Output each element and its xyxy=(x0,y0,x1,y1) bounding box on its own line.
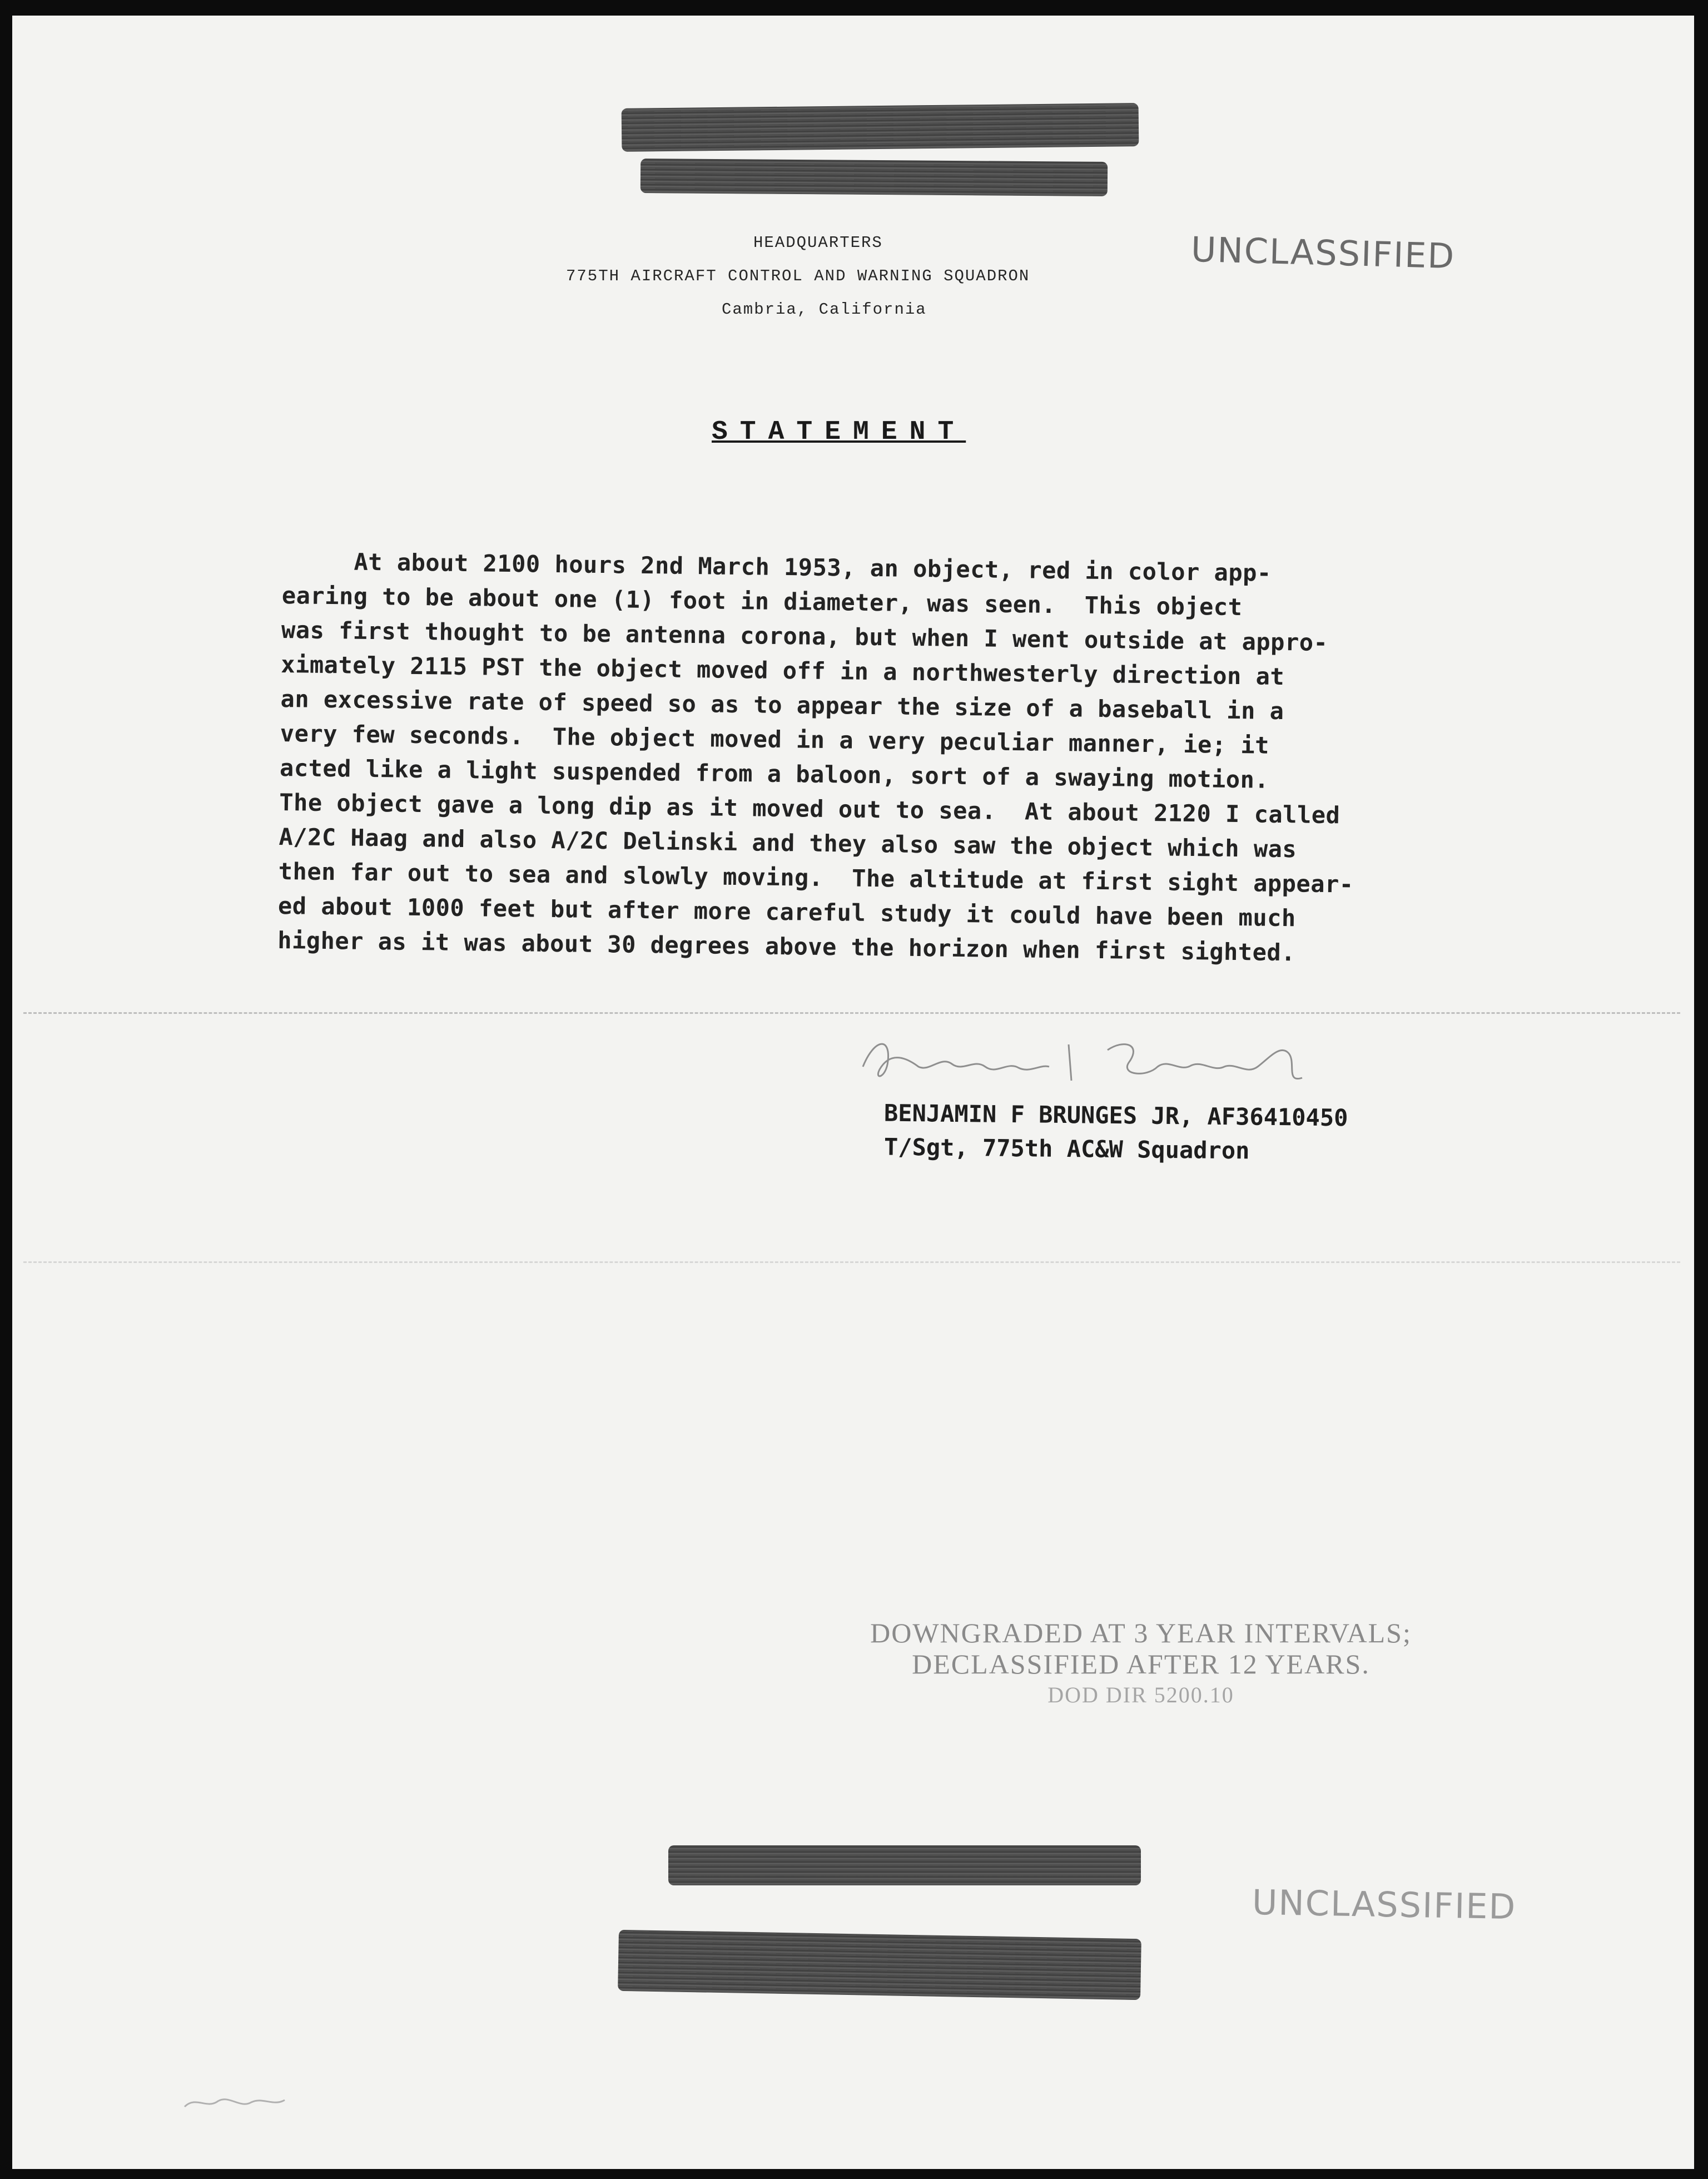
redaction-bar-bottom-1 xyxy=(668,1845,1141,1885)
body-line: At about 2100 hours 2nd March 1953, an object, red in color app- xyxy=(282,547,1272,587)
body-line: ed about 1000 feet but after more careful study it could have been much xyxy=(277,892,1297,932)
unclassified-stamp-bottom: UNCLASSIFIED xyxy=(1252,1881,1517,1928)
header-headquarters: HEADQUARTERS xyxy=(753,234,883,252)
handwritten-signature xyxy=(857,1028,1324,1095)
declassification-stamp xyxy=(813,1617,1469,1711)
declass-line-1: DOWNGRADED AT 3 YEAR INTERVALS; xyxy=(870,1617,1412,1648)
declass-line-3: DOD DIR 5200.10 xyxy=(1047,1682,1234,1707)
redaction-bar-top-2 xyxy=(640,159,1108,196)
body-line: acted like a light suspended from a baloon, sort of a swaying motion. xyxy=(279,754,1269,794)
signer-rank: T/Sgt, 775th AC&W Squadron xyxy=(883,1133,1250,1165)
header-squadron: 775TH AIRCRAFT CONTROL AND WARNING SQUADRON xyxy=(566,267,1030,285)
redaction-bar-bottom-2 xyxy=(618,1930,1141,2000)
divider-rule xyxy=(23,1012,1680,1014)
body-line: an excessive rate of speed so as to appear the size of a baseball in a xyxy=(280,685,1284,725)
body-line: earing to be about one (1) foot in diameter, was seen. This object xyxy=(281,581,1243,621)
margin-mark xyxy=(179,2084,324,2118)
statement-body xyxy=(277,544,1358,971)
body-line: The object gave a long dip as it moved out to sea. At about 2120 I called xyxy=(279,788,1340,829)
unclassified-stamp-top: UNCLASSIFIED xyxy=(1190,229,1456,277)
declass-line-2: DECLASSIFIED AFTER 12 YEARS. xyxy=(912,1648,1370,1680)
body-line: A/2C Haag and also A/2C Delinski and they also saw the object which was xyxy=(279,823,1297,863)
divider-rule xyxy=(23,1261,1680,1263)
header-location: Cambria, California xyxy=(722,300,927,319)
document-page xyxy=(12,16,1694,2169)
statement-title: STATEMENT xyxy=(712,417,966,447)
body-line: higher as it was about 30 degrees above the horizon when first sighted. xyxy=(277,926,1296,967)
body-line: very few seconds. The object moved in a very peculiar manner, ie; it xyxy=(280,719,1270,759)
signer-name: BENJAMIN F BRUNGES JR, AF36410450 xyxy=(883,1099,1348,1132)
body-line: was first thought to be antenna corona, but when I went outside at appro- xyxy=(281,616,1328,656)
body-line: ximately 2115 PST the object moved off in a northwesterly direction at xyxy=(281,650,1285,691)
body-line: then far out to sea and slowly moving. The altitude at first sight appear- xyxy=(278,857,1354,898)
redaction-bar-top-1 xyxy=(622,103,1139,152)
